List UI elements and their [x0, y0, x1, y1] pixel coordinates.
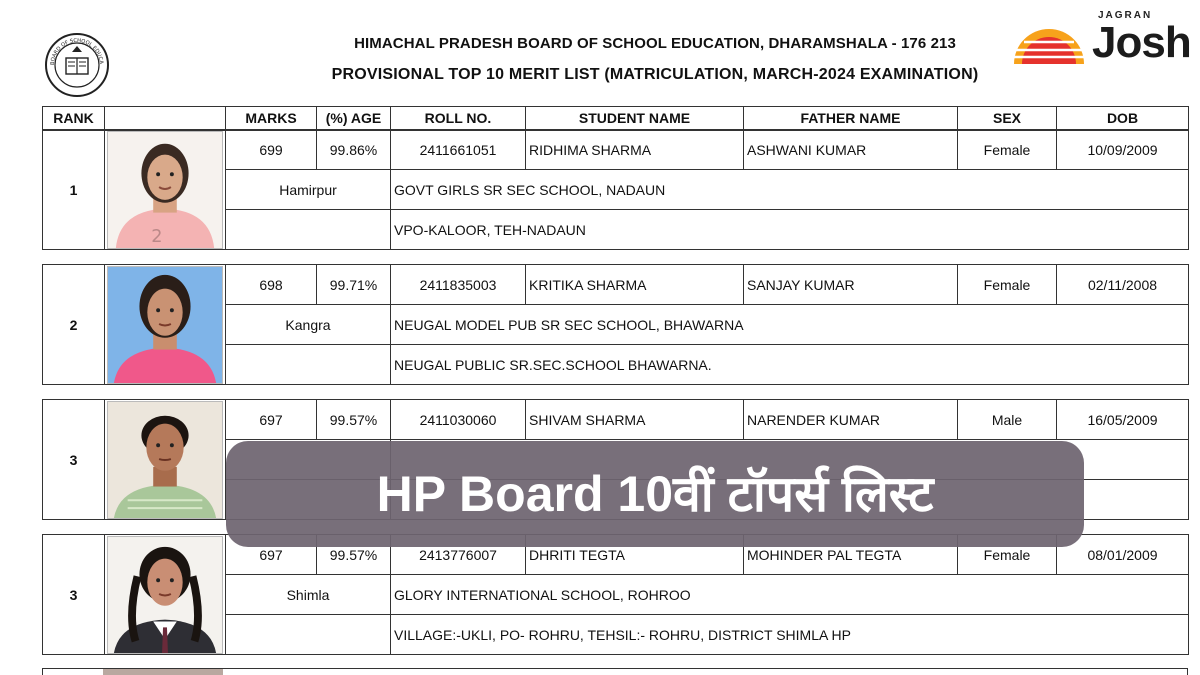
- merit-table-header: [42, 106, 1189, 130]
- column-header-student-name: STUDENT NAME: [526, 107, 744, 130]
- percentage-value: 99.57%: [317, 535, 391, 575]
- school-value: GLORY INTERNATIONAL SCHOOL, ROHROO: [391, 575, 1189, 615]
- sunrise-logo-icon: [1012, 20, 1086, 64]
- student-name-value: SHIVAM SHARMA: [526, 400, 744, 440]
- dob-value: 08/01/2009: [1057, 535, 1189, 575]
- merit-list-title: PROVISIONAL TOP 10 MERIT LIST (MATRICULATION, MARCH-2024 EXAMINATION): [331, 66, 979, 83]
- column-header-dob: DOB: [1057, 107, 1189, 130]
- marks-value: 699: [226, 131, 317, 170]
- column-header-sex: SEX: [958, 107, 1057, 130]
- district-value: Kangra: [226, 305, 391, 345]
- logo-main-text: Josh: [1092, 18, 1191, 67]
- marks-value: 697: [226, 535, 317, 575]
- dob-value: 10/09/2009: [1057, 131, 1189, 170]
- sex-value: Female: [958, 265, 1057, 305]
- board-seal: [44, 32, 110, 98]
- board-name: HIMACHAL PRADESH BOARD OF SCHOOL EDUCATION, DHARAMSHALA - 176 213: [354, 35, 956, 52]
- student-record: [42, 264, 1189, 385]
- father-name-value: MOHINDER PAL TEGTA: [744, 535, 958, 575]
- column-header-rank: RANK: [43, 107, 105, 130]
- column-header-marks: MARKS: [226, 107, 317, 130]
- blank-cell: [226, 210, 391, 250]
- school-value: GOVT GIRLS SR SEC SCHOOL, NADAUN: [391, 170, 1189, 210]
- logo-sub-text: JAGRAN: [1098, 10, 1153, 21]
- column-header-photo: [105, 107, 226, 130]
- school-value: NEUGAL MODEL PUB SR SEC SCHOOL, BHAWARNA: [391, 305, 1189, 345]
- student-name-value: RIDHIMA SHARMA: [526, 131, 744, 170]
- student-photo-cell: [105, 535, 226, 655]
- headline-banner: HP Board 10वीं टॉपर्स लिस्ट: [226, 441, 1084, 547]
- column-header-percentage: (%) AGE: [317, 107, 391, 130]
- dob-value: 02/11/2008: [1057, 265, 1189, 305]
- student-photo: [107, 401, 223, 519]
- roll-no-value: 2413776007: [391, 535, 526, 575]
- rank-value: 1: [43, 131, 105, 250]
- sex-value: Male: [958, 400, 1057, 440]
- district-value: Shimla: [226, 575, 391, 615]
- student-record: [42, 534, 1189, 655]
- roll-no-value: 2411661051: [391, 131, 526, 170]
- percentage-value: 99.86%: [317, 131, 391, 170]
- district-value: Hamirpur: [226, 170, 391, 210]
- marks-value: 697: [226, 400, 317, 440]
- address-value: NEUGAL PUBLIC SR.SEC.SCHOOL BHAWARNA.: [391, 345, 1189, 385]
- student-photo: [107, 266, 223, 384]
- sex-value: Female: [958, 131, 1057, 170]
- roll-no-value: 2411030060: [391, 400, 526, 440]
- address-value: VPO-KALOOR, TEH-NADAUN: [391, 210, 1189, 250]
- student-photo-cell: [105, 400, 226, 520]
- student-photo: [107, 536, 223, 654]
- seal-text: BOARD OF SCHOOL EDUCA: [49, 37, 104, 66]
- percentage-value: 99.57%: [317, 400, 391, 440]
- father-name-value: SANJAY KUMAR: [744, 265, 958, 305]
- column-header-father-name: FATHER NAME: [744, 107, 958, 130]
- sex-value: Female: [958, 535, 1057, 575]
- rank-value: 3: [43, 535, 105, 655]
- student-name-value: KRITIKA SHARMA: [526, 265, 744, 305]
- blank-cell: [226, 345, 391, 385]
- column-header-roll-no: ROLL NO.: [391, 107, 526, 130]
- father-name-value: NARENDER KUMAR: [744, 400, 958, 440]
- rank-value: 2: [43, 265, 105, 385]
- father-name-value: ASHWANI KUMAR: [744, 131, 958, 170]
- student-record: [42, 130, 1189, 250]
- rank-value: 3: [43, 400, 105, 520]
- student-photo: [107, 131, 223, 249]
- address-value: VILLAGE:-UKLI, PO- ROHRU, TEHSIL:- ROHRU, DISTRICT SHIMLA HP: [391, 615, 1189, 655]
- dob-value: 16/05/2009: [1057, 400, 1189, 440]
- percentage-value: 99.71%: [317, 265, 391, 305]
- blank-cell: [226, 615, 391, 655]
- student-name-value: DHRITI TEGTA: [526, 535, 744, 575]
- next-photo-partial: [103, 669, 223, 675]
- svg-text:2: 2: [151, 227, 163, 248]
- marks-value: 698: [226, 265, 317, 305]
- roll-no-value: 2411835003: [391, 265, 526, 305]
- jagran-josh-logo[interactable]: [1012, 6, 1194, 72]
- student-photo-cell: [105, 265, 226, 385]
- student-photo-cell: [105, 131, 226, 250]
- next-record-partial: [42, 668, 1188, 675]
